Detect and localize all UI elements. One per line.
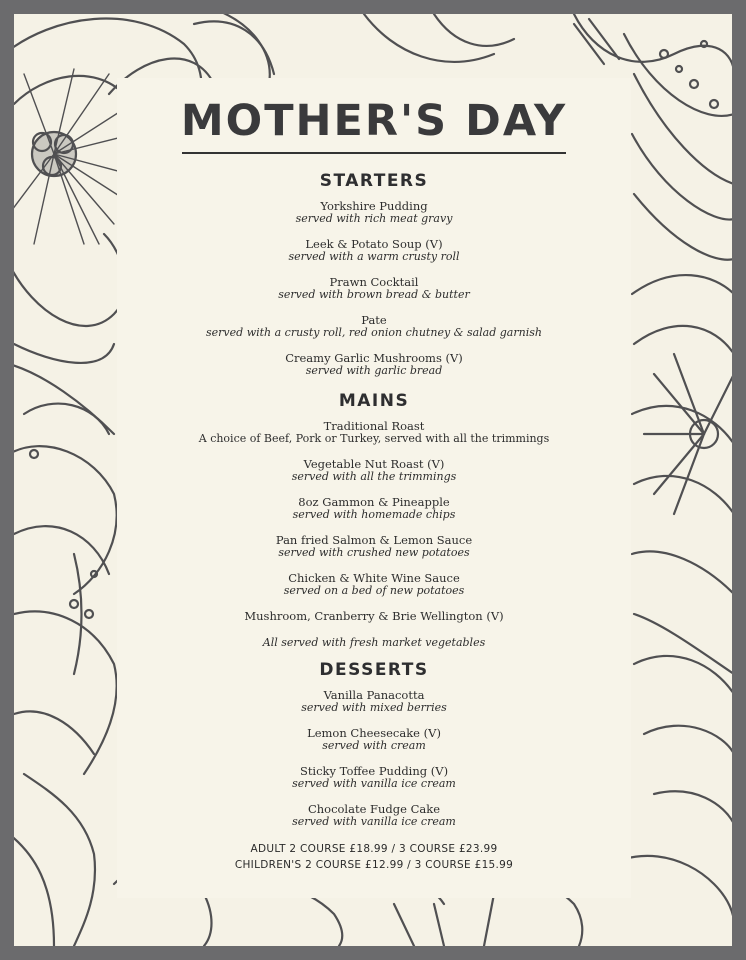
item-name: Pate <box>361 313 387 327</box>
desserts-heading: DESSERTS <box>319 660 429 680</box>
price-block <box>117 841 631 873</box>
item-name: Chocolate Fudge Cake <box>307 802 441 816</box>
item-name: Traditional Roast <box>323 419 425 433</box>
menu-item <box>117 276 631 301</box>
item-description: served with all the trimmings <box>291 470 457 483</box>
item-description: served with vanilla ice cream <box>292 815 456 828</box>
menu-item <box>117 420 631 445</box>
starters-heading: STARTERS <box>319 171 429 191</box>
menu-item <box>117 200 631 225</box>
menu-item <box>117 352 631 377</box>
item-name: Creamy Garlic Mushrooms (V) <box>285 351 463 365</box>
menu-item <box>117 458 631 483</box>
item-name: Chicken & White Wine Sauce <box>288 571 460 585</box>
item-description: served with cream <box>322 739 426 752</box>
children-price: CHILDREN'S 2 COURSE £12.99 / 3 COURSE £15.99 <box>234 859 514 871</box>
starters-list <box>117 200 631 377</box>
item-description: A choice of Beef, Pork or Turkey, served with all the trimmings <box>198 432 550 445</box>
item-description: served with rich meat gravy <box>295 212 453 225</box>
menu-item <box>117 689 631 714</box>
adult-price: ADULT 2 COURSE £18.99 / 3 COURSE £23.99 <box>250 843 498 855</box>
item-description: served with a crusty roll, red onion chutney & salad garnish <box>206 326 542 339</box>
item-description: served with vanilla ice cream <box>292 777 456 790</box>
item-name: Yorkshire Pudding <box>320 199 428 213</box>
item-name: Lemon Cheesecake (V) <box>307 726 441 740</box>
item-name: Vegetable Nut Roast (V) <box>303 457 445 471</box>
desserts-list <box>117 689 631 828</box>
mains-note: All served with fresh market vegetables <box>262 636 486 649</box>
right-flower <box>632 275 732 674</box>
mains-list <box>117 420 631 649</box>
menu-sheet <box>14 14 732 946</box>
item-name: Sticky Toffee Pudding (V) <box>299 764 449 778</box>
item-name: Prawn Cocktail <box>329 275 419 289</box>
menu-item <box>117 496 631 521</box>
menu-title: MOTHER'S DAY <box>180 96 568 146</box>
item-description: served with a warm crusty roll <box>288 250 460 263</box>
item-description: served with brown bread & butter <box>278 288 470 301</box>
item-description: served with mixed berries <box>301 701 447 714</box>
menu-item <box>117 610 631 623</box>
menu-panel <box>117 78 631 898</box>
item-name: Leek & Potato Soup (V) <box>305 237 443 251</box>
item-name: 8oz Gammon & Pineapple <box>298 495 450 509</box>
left-flower <box>14 446 117 946</box>
item-name: Pan fried Salmon & Lemon Sauce <box>275 533 473 547</box>
menu-item <box>117 803 631 828</box>
menu-item <box>117 765 631 790</box>
item-name: Mushroom, Cranberry & Brie Wellington (V) <box>244 609 504 623</box>
item-description: served on a bed of new potatoes <box>283 584 465 597</box>
menu-item <box>117 572 631 597</box>
mains-heading: MAINS <box>338 391 410 411</box>
title-underline <box>182 152 566 154</box>
item-description: served with crushed new potatoes <box>278 546 470 559</box>
menu-item <box>117 238 631 263</box>
item-name: Vanilla Panacotta <box>323 688 425 702</box>
item-description: served with homemade chips <box>292 508 456 521</box>
menu-item <box>117 727 631 752</box>
item-description: served with garlic bread <box>305 364 443 377</box>
menu-item <box>117 534 631 559</box>
menu-item <box>117 314 631 339</box>
